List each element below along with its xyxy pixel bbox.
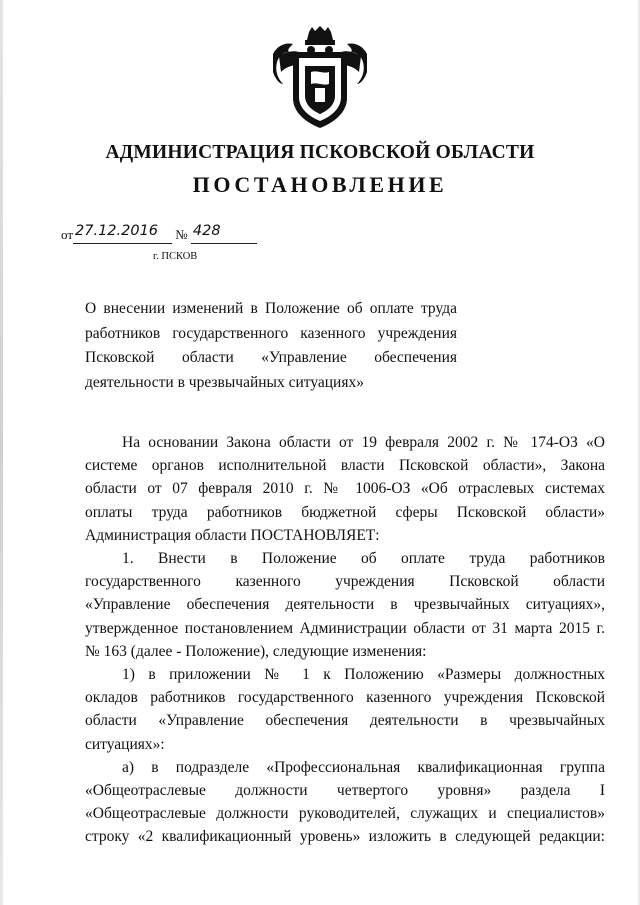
scan-edge-left: [0, 0, 3, 905]
body-line: системе органов исполнительной власти Псковской области», Закона: [85, 457, 605, 475]
organization-title: АДМИНИСТРАЦИЯ ПСКОВСКОЙ ОБЛАСТИ: [105, 142, 535, 163]
body-line: а) в подразделе «Профессиональная квалификационная группа: [122, 758, 605, 776]
document-body: [85, 431, 605, 849]
subject-line: Псковской области «Управление обеспечения: [85, 349, 457, 366]
document-subject: [85, 297, 457, 395]
body-line: 1. Внести в Положение об оплате труда работников: [122, 550, 605, 568]
body-line: области от 07 февраля 2010 г. № 1006-ОЗ «Об отраслевых системах: [85, 480, 605, 498]
document-type-title: ПОСТАНОВЛЕНИЕ: [192, 172, 448, 197]
body-line: окладов работников государственного казенного учреждения Псковской: [85, 689, 605, 707]
city-label: г. ПСКОВ: [153, 251, 198, 262]
body-line: «Управление обеспечения деятельности в чрезвычайных ситуациях»,: [85, 596, 605, 614]
body-line: 1) в приложении № 1 к Положению «Размеры должностных: [122, 666, 605, 684]
date-number-line: [61, 223, 257, 244]
body-line: строку «2 квалификационный уровень» изложить в следующей редакции:: [85, 828, 605, 846]
body-line: На основании Закона области от 19 февраля 2002 г. № 174-ОЗ «О: [122, 434, 605, 451]
body-line: «Общеотраслевые должности руководителей, служащих и специалистов»: [85, 805, 605, 823]
date-value: 27.12.2016: [75, 223, 159, 239]
body-line: № 163 (далее - Положение), следующие изменения:: [85, 642, 427, 660]
body-line: области «Управление обеспечения деятельности в чрезвычайных: [85, 712, 605, 730]
body-line: оплаты труда работников бюджетной сферы Псковской области»: [85, 503, 605, 521]
body-line: «Общеотраслевые должности четвертого уровня» раздела I: [85, 782, 605, 800]
pskov-coat-of-arms-icon: [271, 26, 369, 130]
subject-line: О внесении изменений в Положение об оплате труда: [85, 300, 457, 317]
body-line: Администрация области ПОСТАНОВЛЯЕТ:: [85, 526, 380, 544]
date-field: [73, 223, 172, 244]
body-line: утвержденное постановлением Администрации области от 31 марта 2015 г.: [85, 619, 605, 637]
date-prefix: от: [61, 227, 74, 242]
number-prefix: №: [175, 227, 188, 242]
body-line: ситуациях»:: [85, 735, 165, 753]
number-value: 428: [192, 223, 221, 239]
body-line: государственного казенного учреждения Псковской области: [85, 573, 605, 591]
number-field: [191, 223, 257, 244]
subject-line: работников государственного казенного учреждения: [85, 324, 457, 342]
subject-line: деятельности в чрезвычайных ситуациях»: [85, 373, 364, 391]
